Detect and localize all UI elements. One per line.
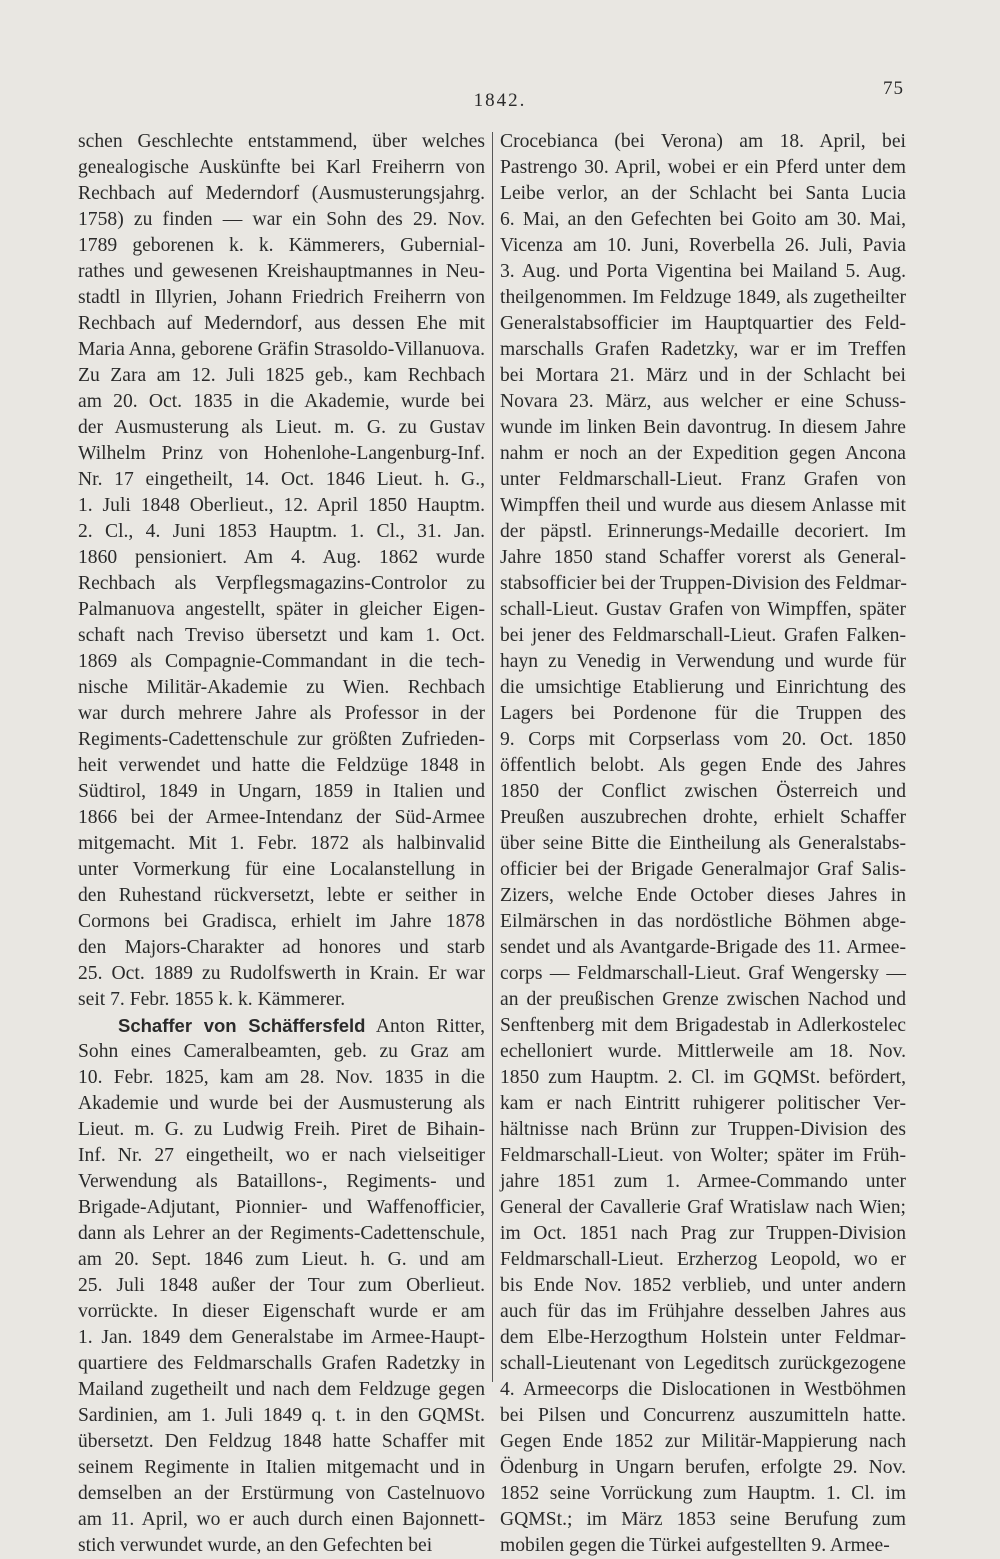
text-line: Inf. Nr. 27 eingetheilt, wo er nach vielseitiger — [78, 1145, 485, 1166]
text-line: 9. Corps mit Corpserlass vom 20. Oct. 1850 — [500, 729, 906, 750]
text-line: der päpstl. Erinnerungs-Medaille decoriert. Im — [500, 521, 906, 542]
text-line: Preußen auszubrechen drohte, erhielt Schaffer — [500, 807, 906, 828]
text-line: stabsofficier bei der Truppen-Division des Feldmar- — [500, 573, 907, 594]
text-line: schaft nach Treviso übersetzt und kam 1. Oct. — [78, 625, 485, 646]
text-line: stich verwundet wurde, an den Gefechten bei — [78, 1535, 433, 1556]
text-line: hayn zu Venedig in Verwendung und wurde für — [500, 651, 906, 672]
text-line: heit verwendet und hatte die Feldzüge 1848 in — [78, 755, 485, 776]
text-line: hältnisse nach Brünn zur Truppen-Division des — [500, 1119, 906, 1140]
text-line: kam er nach Eintritt ruhigerer politischer Ver- — [500, 1093, 906, 1114]
text-line: 1852 seine Vorrückung zum Hauptm. 1. Cl. im — [500, 1483, 906, 1504]
text-line: 1866 bei der Armee-Intendanz der Süd-Armee — [78, 807, 485, 828]
text-line: nische Militär-Akademie zu Wien. Rechbach — [78, 677, 485, 698]
left-column — [78, 129, 485, 1559]
column-divider — [492, 132, 493, 1382]
text-line: war durch mehrere Jahre als Professor in der — [78, 703, 485, 724]
text-line: 25. Oct. 1889 zu Rudolfswerth in Krain. Er war — [78, 963, 485, 984]
text-line: Jahre 1850 stand Schaffer vorerst als General- — [500, 547, 906, 568]
text-line: echelloniert wurde. Mittlerweile am 18. Nov. — [500, 1041, 906, 1062]
text-line: über seine Bitte die Eintheilung als Generalstabs- — [500, 833, 906, 854]
text-line: seit 7. Febr. 1855 k. k. Kämmerer. — [78, 989, 346, 1010]
text-line: corps — Feldmarschall-Lieut. Graf Wengersky — — [500, 963, 906, 984]
text-line: Feldmarschall-Lieut. von Wolter; später im Früh- — [500, 1145, 906, 1166]
text-line: Crocebianca (bei Verona) am 18. April, bei — [500, 131, 906, 152]
text-line: auch für das im Frühjahre desselben Jahres aus — [500, 1301, 906, 1322]
text-line: der Ausmusterung als Lieut. m. G. zu Gustav — [78, 417, 485, 438]
text-line: Ödenburg in Ungarn berufen, erfolgte 29. Nov. — [500, 1457, 906, 1478]
page-number: 75 — [883, 78, 904, 99]
text-line: bei jener des Feldmarschall-Lieut. Grafen Falken- — [500, 625, 906, 646]
text-line: dann als Lehrer an der Regiments-Cadettenschule, — [78, 1223, 485, 1244]
text-line: an der preußischen Grenze zwischen Nachod und — [500, 989, 906, 1010]
text-line: demselben an der Erstürmung von Castelnuovo — [78, 1483, 485, 1504]
text-line: Feldmarschall-Lieut. Erzherzog Leopold, wo er — [500, 1249, 906, 1270]
text-line: unter Feldmarschall-Lieut. Franz Grafen von — [500, 469, 906, 490]
text-line: 25. Juli 1848 außer der Tour zum Oberlieut. — [78, 1275, 485, 1296]
text-line: 2. Cl., 4. Juni 1853 Hauptm. 1. Cl., 31. Jan. — [78, 521, 485, 542]
text-line: Cormons bei Gradisca, erhielt im Jahre 1878 — [78, 911, 485, 932]
text-line: unter Vormerkung für eine Localanstellung in — [78, 859, 485, 880]
text-line: officier bei der Brigade Generalmajor Graf Salis- — [500, 859, 906, 880]
text-line: 1758) zu finden — war ein Sohn des 29. Nov. — [78, 209, 485, 230]
text-line: Nr. 17 eingetheilt, 14. Oct. 1846 Lieut. h. G., — [78, 469, 485, 490]
text-line: Akademie und wurde bei der Ausmusterung als — [78, 1093, 485, 1114]
running-header-year: 1842. — [473, 90, 527, 111]
text-line: 1789 geborenen k. k. Kämmerers, Gubernial- — [78, 235, 485, 256]
text-line: Zizers, welche Ende October dieses Jahres in — [500, 885, 906, 906]
text-line: Südtirol, 1849 in Ungarn, 1859 in Italien und — [78, 781, 485, 802]
text-line: General der Cavallerie Graf Wratislaw nach Wien; — [500, 1197, 906, 1218]
text-line: schall-Lieut. Gustav Grafen von Wimpffen, später — [500, 599, 906, 620]
text-line: Lieut. m. G. zu Ludwig Freih. Piret de Bihain- — [78, 1119, 485, 1140]
text-line: Rechbach als Verpflegsmagazins-Controlor zu — [78, 573, 485, 594]
text-line: Rechbach auf Mederndorf, aus dessen Ehe mit — [78, 313, 485, 334]
text-line: dem Elbe-Herzogthum Holstein unter Feldmar- — [500, 1327, 906, 1348]
text-line: genealogische Auskünfte bei Karl Freiherrn von — [78, 157, 485, 178]
text-line: Generalstabsofficier im Hauptquartier des Feld- — [500, 313, 906, 334]
text-line: bei Mortara 21. März und in der Schlacht bei — [500, 365, 906, 386]
text-line: Senftenberg mit dem Brigadestab in Adlerkostelec — [500, 1015, 906, 1036]
text-line: sendet und als Avantgarde-Brigade des 11. Armee- — [500, 937, 906, 958]
text-line: 1860 pensioniert. Am 4. Aug. 1862 wurde — [78, 547, 485, 568]
text-line: mitgemacht. Mit 1. Febr. 1872 als halbinvalid — [78, 833, 485, 854]
text-line: theilgenommen. Im Feldzuge 1849, als zugetheilter — [500, 287, 906, 308]
text-line: 1850 der Conflict zwischen Österreich und — [500, 781, 906, 802]
text-line: 1869 als Compagnie-Commandant in die tech- — [78, 651, 485, 672]
text-line: die umsichtige Etablierung und Einrichtung des — [500, 677, 906, 698]
text-line: im Oct. 1851 nach Prag zur Truppen-Division — [500, 1223, 906, 1244]
text-line: am 20. Sept. 1846 zum Lieut. h. G. und am — [78, 1249, 485, 1270]
text-line: Gegen Ende 1852 zur Militär-Mappierung nach — [500, 1431, 906, 1452]
text-line: Palmanuova angestellt, später in gleicher Eigen- — [78, 599, 485, 620]
text-line: Sohn eines Cameralbeamten, geb. zu Graz am — [78, 1041, 485, 1062]
text-line: Maria Anna, geborene Gräfin Strasoldo-Villanuova. — [78, 339, 485, 360]
text-line: Regiments-Cadettenschule zur größten Zufrieden- — [78, 729, 485, 750]
text-line: bis Ende Nov. 1852 verblieb, und unter andern — [500, 1275, 906, 1296]
text-line: schall-Lieutenant von Legeditsch zurückgezogene — [500, 1353, 906, 1374]
text-line: 1. Jan. 1849 dem Generalstabe im Armee-Haupt- — [78, 1327, 485, 1348]
text-line: Lagers bei Pordenone für die Truppen des — [500, 703, 906, 724]
text-line: am 11. April, wo er auch durch einen Bajonnett- — [78, 1509, 485, 1530]
text-line: Pastrengo 30. April, wobei er ein Pferd unter dem — [500, 157, 906, 178]
text-line: 3. Aug. und Porta Vigentina bei Mailand 5. Aug. — [500, 261, 906, 282]
text-line: Vicenza am 10. Juni, Roverbella 26. Juli, Pavia — [500, 235, 906, 256]
text-line: 4. Armeecorps die Dislocationen in Westböhmen — [500, 1379, 906, 1400]
text-line: bei Pilsen und Concurrenz auszumitteln hatte. — [500, 1405, 906, 1426]
entry-heading-rest: Anton Ritter, — [365, 1016, 485, 1037]
text-line: 1850 zum Hauptm. 2. Cl. im GQMSt. befördert, — [500, 1067, 906, 1088]
text-line: am 20. Oct. 1835 in die Akademie, wurde bei — [78, 391, 485, 412]
text-line: 1. Juli 1848 Oberlieut., 12. April 1850 Hauptm. — [78, 495, 485, 516]
text-line: Verwendung als Bataillons-, Regiments- und — [78, 1171, 485, 1192]
text-line: Zu Zara am 12. Juli 1825 geb., kam Rechbach — [78, 365, 485, 386]
right-column — [500, 129, 906, 1559]
text-line: vorrückte. In dieser Eigenschaft wurde er am — [78, 1301, 485, 1322]
text-line: übersetzt. Den Feldzug 1848 hatte Schaffer mit — [78, 1431, 485, 1452]
text-line: seinem Regimente in Italien mitgemacht und in — [78, 1457, 485, 1478]
text-line: mobilen gegen die Türkei aufgestellten 9. Armee- — [500, 1535, 890, 1556]
text-line: Wimpffen theil und wurde aus diesem Anlasse mit — [500, 495, 906, 516]
text-line: quartiere des Feldmarschalls Grafen Radetzky in — [78, 1353, 485, 1374]
text-line: Sardinien, am 1. Juli 1849 q. t. in den GQMSt. — [78, 1405, 485, 1426]
text-line: Novara 23. März, aus welcher er eine Schuss- — [500, 391, 906, 412]
text-line: stadtl in Illyrien, Johann Friedrich Freiherrn von — [78, 287, 485, 308]
text-line: GQMSt.; im März 1853 seine Berufung zum — [500, 1509, 906, 1530]
text-line: nahm er noch an der Expedition gegen Ancona — [500, 443, 906, 464]
text-line: Brigade-Adjutant, Pionnier- und Waffenofficier, — [78, 1197, 485, 1218]
text-line: Wilhelm Prinz von Hohenlohe-Langenburg-Inf. — [78, 443, 485, 464]
text-line — [78, 1013, 485, 1039]
text-line: den Ruhestand rückversetzt, lebte er seither in — [78, 885, 485, 906]
text-line: Rechbach auf Mederndorf (Ausmusterungsjahrg. — [78, 183, 485, 204]
text-line: schen Geschlechte entstammend, über welches — [78, 131, 485, 152]
text-line: marschalls Grafen Radetzky, war er im Treffen — [500, 339, 906, 360]
text-line: Leibe verlor, an der Schlacht bei Santa Lucia — [500, 183, 906, 204]
text-line: den Majors-Charakter ad honores und starb — [78, 937, 485, 958]
text-line: Mailand zugetheilt und nach dem Feldzuge gegen — [78, 1379, 485, 1400]
text-line: öffentlich belobt. Als gegen Ende des Jahres — [500, 755, 906, 776]
text-line: rathes und gewesenen Kreishauptmannes in Neu- — [78, 261, 485, 282]
text-line: jahre 1851 zum 1. Armee-Commando unter — [500, 1171, 906, 1192]
text-line: wunde im linken Bein davontrug. In diesem Jahre — [500, 417, 906, 438]
entry-heading: Schaffer von Schäffersfeld — [118, 1015, 366, 1036]
text-line: 10. Febr. 1825, kam am 28. Nov. 1835 in die — [78, 1067, 485, 1088]
text-line: 6. Mai, an den Gefechten bei Goito am 30. Mai, — [500, 209, 906, 230]
text-line: Eilmärschen in das nordöstliche Böhmen abge- — [500, 911, 906, 932]
